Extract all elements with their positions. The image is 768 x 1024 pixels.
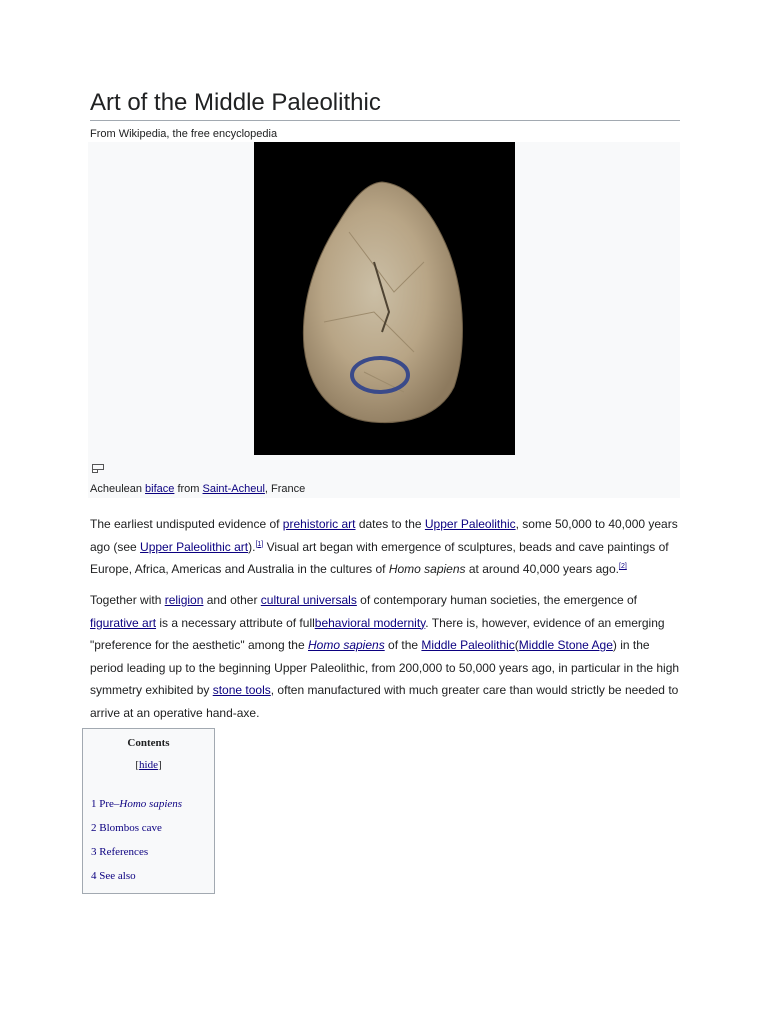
cultural-universals-link[interactable]: cultural universals <box>260 593 357 607</box>
reference-1-link[interactable]: [1] <box>255 540 264 548</box>
saint-acheul-link[interactable]: Saint-Acheul <box>202 483 265 495</box>
toc-title: Contents <box>127 737 170 749</box>
middle-stone-age-link[interactable]: Middle Stone Age <box>518 638 613 652</box>
upper-paleolithic-art-link[interactable]: Upper Paleolithic art <box>140 539 249 554</box>
toc-item-pre-homo-sapiens[interactable]: 1 Pre–Homo sapiens <box>91 798 183 810</box>
hand-axe-image[interactable] <box>254 142 515 455</box>
middle-paleolithic-link[interactable]: Middle Paleolithic <box>421 638 515 652</box>
stone-tools-link[interactable]: stone tools <box>212 683 271 697</box>
behavioral-modernity-link[interactable]: behavioral modernity <box>314 615 426 630</box>
enlarge-icon[interactable] <box>92 464 104 473</box>
figure-thumbnail <box>88 142 680 498</box>
figure-caption: Acheulean biface from Saint-Acheul, France <box>90 483 306 495</box>
site-tagline: From Wikipedia, the free encyclopedia <box>90 128 278 140</box>
toc-hide-link[interactable]: hide <box>139 759 158 771</box>
toc-item-see-also[interactable]: 4 See also <box>91 870 136 882</box>
page-title: Art of the Middle Paleolithic <box>90 88 680 121</box>
homo-sapiens-link[interactable]: Homo sapiens <box>307 638 385 652</box>
biface-link[interactable]: biface <box>145 483 175 495</box>
paragraph-1: The earliest undisputed evidence of prehistoric art dates to the Upper Paleolithic, some 50,000 to 40,000 years ago (see Upper Paleolithic art).[1] Visual art began with emergence of sculptures, beads and cave paintings of Europe, Africa, Americas and Australia in the cultures of Homo sapiens at around 40,000 years ago.[2] <box>90 517 678 576</box>
religion-link[interactable]: religion <box>164 593 204 607</box>
table-of-contents <box>82 728 215 894</box>
figurative-art-link[interactable]: figurative art <box>90 615 157 630</box>
paragraph-2: Together with religion and other cultural universals of contemporary human societies, the emergence of figurative art is a necessary attribute of fullbehavioral modernity. There is, however, evidence of an emerging "preference for the aesthetic" among the Homo sapiens of the Middle Paleolithic(Middle Stone Age) in the period leading up to the beginning Upper Paleolithic, from 200,000 to 50,000 years ago, in particular in the high symmetry exhibited by stone tools, often manufactured with much greater care than would strictly be needed to arrive at an operative hand-axe. <box>90 593 680 720</box>
toc-hide-toggle: [hide] <box>135 759 162 771</box>
toc-item-blombos-cave[interactable]: 2 Blombos cave <box>91 822 162 834</box>
prehistoric-art-link[interactable]: prehistoric art <box>282 517 356 531</box>
hand-axe-illustration <box>254 142 515 455</box>
toc-item-references[interactable]: 3 References <box>91 846 149 858</box>
reference-2-link[interactable]: [2] <box>619 563 627 570</box>
upper-paleolithic-link[interactable]: Upper Paleolithic <box>424 517 516 531</box>
